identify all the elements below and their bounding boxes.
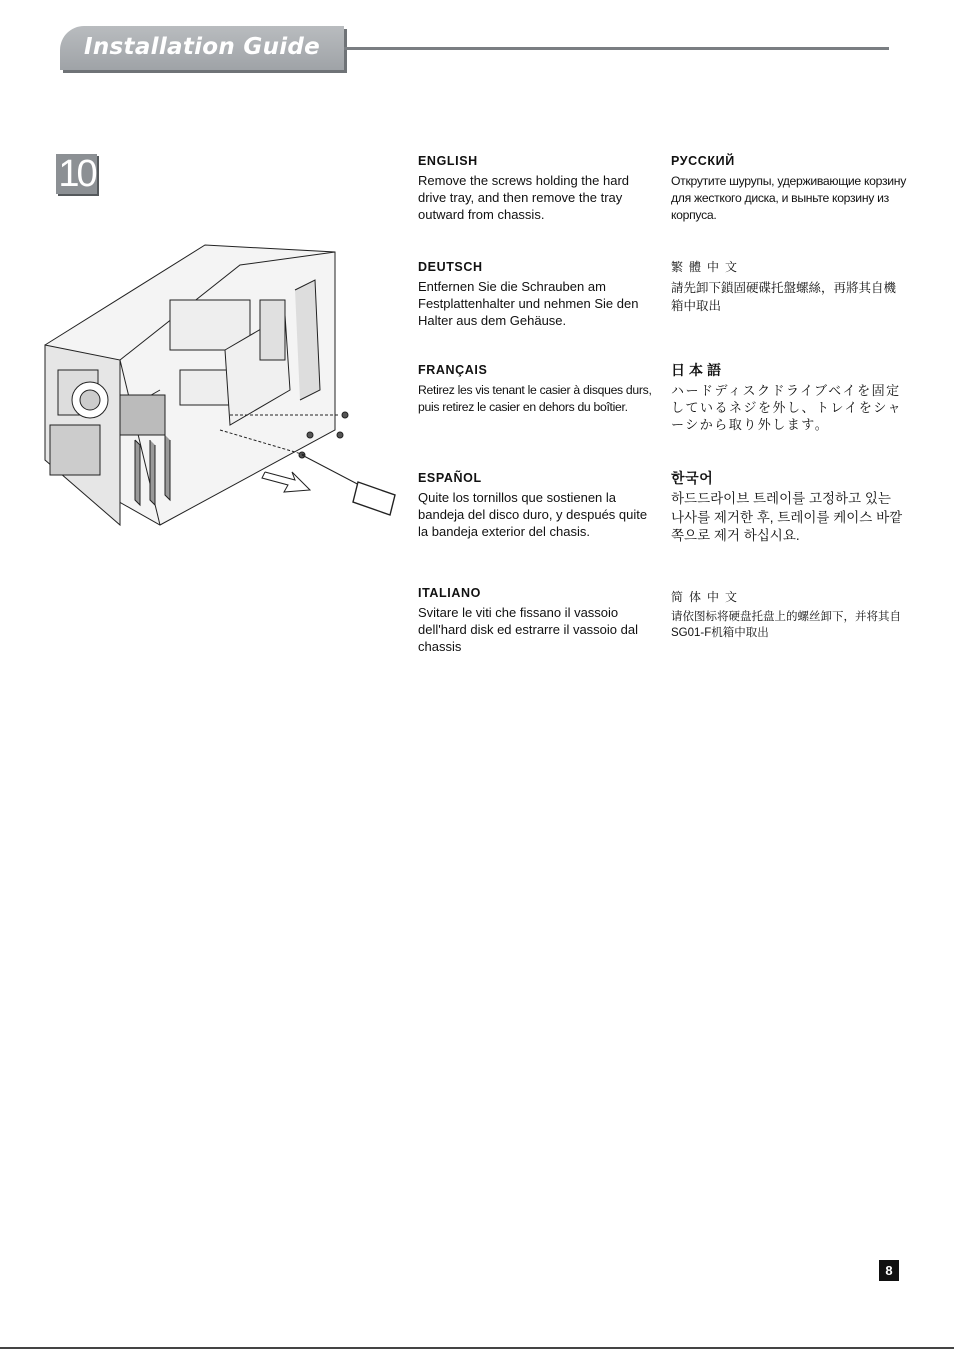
section-traditional-chinese (671, 260, 907, 315)
section-title: РУССКИЙ (671, 154, 735, 168)
header-tab (60, 26, 344, 70)
section-body: ハードディスクドライブベイを固定しているネジを外し、トレイをシャーシから取り外します。 (671, 383, 903, 432)
page-title: Installation Guide (84, 34, 321, 60)
section-body: 請先卸下鎖固硬碟托盤螺絲，再將其自機箱中取出 (671, 281, 897, 313)
section-body: Retirez les vis tenant le casier à disques durs, puis retirez le casier en dehors du boîtier. (418, 383, 652, 414)
section-body: Entfernen Sie die Schrauben am Festplattenhalter und nehmen Sie den Halter aus dem Gehäuse. (418, 279, 639, 328)
section-japanese (671, 363, 907, 433)
section-body: Quite los tornillos que sostienen la bandeja del disco duro, y después quite la bandeja exterior del chasis. (418, 490, 648, 539)
section-russian (671, 154, 907, 223)
section-title: 简体中文 (671, 590, 744, 604)
section-title: ITALIANO (418, 586, 481, 600)
chassis-illustration (40, 240, 410, 530)
section-title: 繁體中文 (671, 260, 744, 274)
page-number: 8 (879, 1260, 899, 1281)
section-title: 한국어 (671, 470, 714, 486)
section-korean (671, 471, 907, 546)
header-rule (344, 47, 889, 50)
section-body: Открутите шурупы, удерживающие корзину для жесткого диска, и выньте корзину из корпуса. (671, 174, 907, 222)
section-espanol (418, 471, 654, 540)
step-number: 10 (56, 154, 97, 194)
section-body: 하드드라이브 트레이를 고정하고 있는 나사를 제거한 후, 트레이를 케이스 바깥쪽으로 제거 하십시요. (671, 491, 903, 543)
section-italiano (418, 586, 654, 655)
bottom-rule (0, 1347, 954, 1349)
section-english (418, 154, 654, 223)
section-title: DEUTSCH (418, 260, 483, 274)
section-body: 请依图标将硬盘托盘上的螺丝卸下，并将其自SG01-F机箱中取出 (671, 611, 901, 639)
section-francais (418, 363, 654, 416)
section-title: ENGLISH (418, 154, 478, 168)
section-body: Remove the screws holding the hard drive tray, and then remove the tray outward from chassis. (418, 173, 630, 222)
section-title: ESPAÑOL (418, 471, 482, 485)
section-body: Svitare le viti che fissano il vassoio dell'hard disk ed estrarre il vassoio dal chassis (418, 605, 638, 654)
section-deutsch (418, 260, 654, 329)
section-simplified-chinese (671, 590, 907, 641)
section-title: 日本語 (671, 362, 725, 378)
section-title: FRANÇAIS (418, 363, 488, 377)
